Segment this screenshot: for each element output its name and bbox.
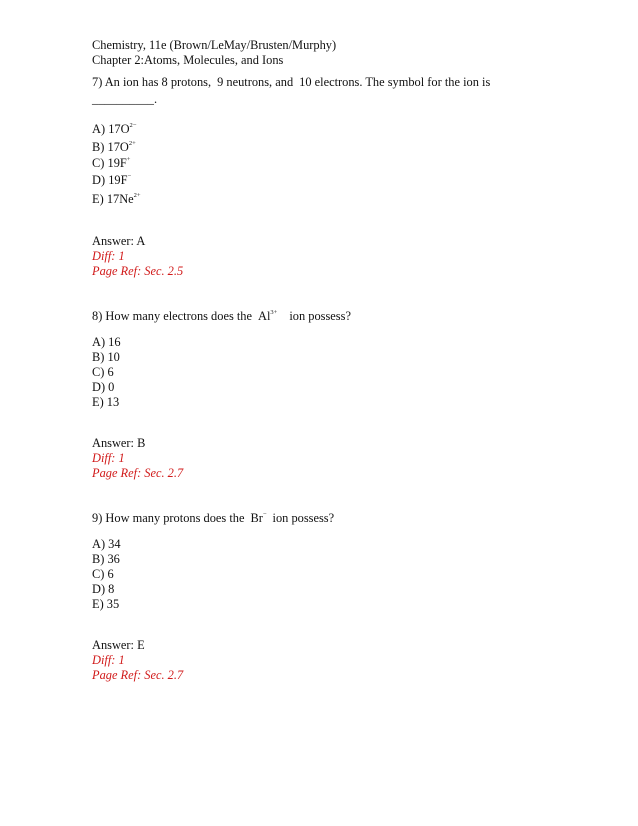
option-symbol: 17O — [108, 122, 130, 136]
option-label: A) — [92, 122, 106, 136]
option-symbol: 17Ne — [106, 192, 134, 206]
option-charge: 2− — [129, 121, 137, 129]
option-label: E) — [92, 192, 104, 206]
option-label: C) — [92, 156, 105, 170]
option-symbol: 19F — [108, 173, 128, 187]
question-7-answer: Answer: A — [92, 234, 146, 248]
question-9-ion-symbol: Br — [250, 511, 263, 525]
question-9-answer: Answer: E — [92, 638, 145, 652]
question-7-stem-part2: 9 neutrons, and — [217, 75, 294, 89]
option-label: B) — [92, 140, 105, 154]
question-8-answer: Answer: B — [92, 436, 146, 450]
question-7-stem — [92, 75, 490, 90]
option-charge: 2+ — [133, 191, 141, 199]
option-label: D) — [92, 173, 106, 187]
question-8-stem-suffix: ion possess? — [289, 309, 351, 323]
option-charge: 2+ — [128, 139, 136, 147]
question-8-difficulty: Diff: 1 — [92, 451, 125, 465]
question-8-option-c: C) 6 — [92, 365, 114, 379]
option-symbol: 17O — [107, 140, 129, 154]
question-8-option-d: D) 0 — [92, 380, 115, 394]
question-7-stem-part3: 10 electrons. The symbol for the ion is — [299, 75, 491, 89]
question-9-page-ref: Page Ref: Sec. 2.7 — [92, 668, 184, 682]
question-9-option-b: B) 36 — [92, 552, 120, 566]
question-8-ion-charge: 3+ — [270, 308, 278, 316]
question-9-option-a: A) 34 — [92, 537, 121, 551]
question-9-option-e: E) 35 — [92, 597, 120, 611]
question-7-blank: __________. — [92, 92, 158, 106]
question-7-option-d — [92, 173, 131, 188]
question-9-stem-suffix: ion possess? — [272, 511, 335, 525]
option-charge: − — [127, 172, 132, 180]
option-charge: + — [126, 155, 131, 163]
question-7-stem-part1: 7) An ion has 8 protons, — [92, 75, 212, 89]
chapter-title: Chapter 2:Atoms, Molecules, and Ions — [92, 53, 284, 67]
question-8-stem — [92, 309, 351, 324]
question-7-page-ref: Page Ref: Sec. 2.5 — [92, 264, 184, 278]
question-7-option-c — [92, 156, 130, 171]
question-7-difficulty: Diff: 1 — [92, 249, 125, 263]
question-8-ion-symbol: Al — [258, 309, 271, 323]
question-8-option-a: A) 16 — [92, 335, 121, 349]
question-8-option-e: E) 13 — [92, 395, 120, 409]
question-9-stem-prefix: 9) How many protons does the — [92, 511, 245, 525]
question-9-option-c: C) 6 — [92, 567, 114, 581]
question-7-option-e — [92, 192, 141, 207]
question-8-page-ref: Page Ref: Sec. 2.7 — [92, 466, 184, 480]
question-7-option-a — [92, 122, 136, 137]
option-symbol: 19F — [107, 156, 127, 170]
question-9-difficulty: Diff: 1 — [92, 653, 125, 667]
question-8-option-b: B) 10 — [92, 350, 120, 364]
question-9-ion-charge: − — [262, 510, 267, 518]
question-7-option-b — [92, 140, 136, 155]
document-title: Chemistry, 11e (Brown/LeMay/Brusten/Murphy) — [92, 38, 337, 52]
question-9-stem — [92, 511, 334, 526]
question-9-option-d: D) 8 — [92, 582, 115, 596]
question-8-stem-prefix: 8) How many electrons does the — [92, 309, 253, 323]
